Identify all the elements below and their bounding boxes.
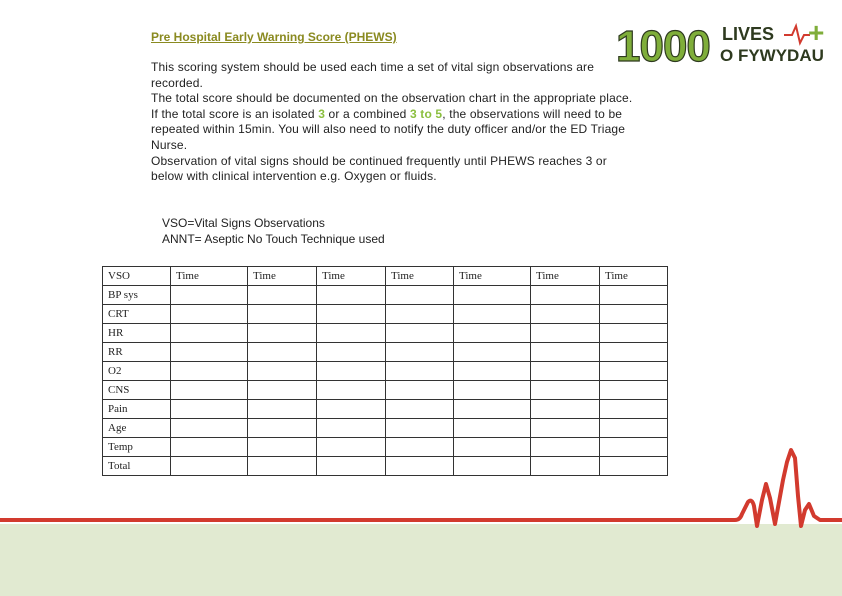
ecg-line-decoration [0, 440, 842, 540]
row-label: Temp [103, 438, 171, 457]
observation-cell[interactable] [317, 362, 386, 381]
logo-o-fywydau: O FYWYDAU [720, 46, 824, 65]
header-time: Time [531, 267, 600, 286]
observation-cell[interactable] [317, 400, 386, 419]
observation-cell[interactable] [454, 286, 531, 305]
row-label: RR [103, 343, 171, 362]
header-time: Time [171, 267, 248, 286]
logo-number: 1000 [616, 22, 710, 68]
observation-cell[interactable] [454, 343, 531, 362]
row-label: Age [103, 419, 171, 438]
observation-cell[interactable] [171, 400, 248, 419]
observation-cell[interactable] [600, 381, 668, 400]
row-label: Pain [103, 400, 171, 419]
observation-cell[interactable] [386, 400, 454, 419]
header-time: Time [317, 267, 386, 286]
observation-cell[interactable] [248, 343, 317, 362]
table-row [103, 343, 668, 362]
observation-cell[interactable] [531, 362, 600, 381]
header-time: Time [600, 267, 668, 286]
definitions [162, 215, 385, 247]
table-row [103, 324, 668, 343]
observation-cell[interactable] [386, 362, 454, 381]
1000-lives-logo [614, 18, 829, 68]
table-row [103, 362, 668, 381]
table-row [103, 305, 668, 324]
observation-cell[interactable] [600, 362, 668, 381]
highlight-score-3: 3 [318, 106, 326, 121]
intro-line-1: This scoring system should be used each time a set of vital sign observations are recorded. [151, 60, 595, 90]
page-title: Pre Hospital Early Warning Score (PHEWS) [151, 30, 397, 44]
observation-cell[interactable] [317, 286, 386, 305]
observation-cell[interactable] [248, 381, 317, 400]
observation-cell[interactable] [386, 343, 454, 362]
logo-plus-icon: + [808, 18, 825, 48]
definition-vso: VSO=Vital Signs Observations [162, 216, 325, 230]
observation-cell[interactable] [317, 343, 386, 362]
observation-cell[interactable] [531, 419, 600, 438]
observation-cell[interactable] [171, 419, 248, 438]
table-row [103, 400, 668, 419]
observation-cell[interactable] [171, 343, 248, 362]
observation-cell[interactable] [171, 305, 248, 324]
observation-cell[interactable] [454, 305, 531, 324]
observation-cell[interactable] [454, 400, 531, 419]
highlight-score-3-to-5: 3 to 5 [410, 106, 443, 121]
observation-cell[interactable] [531, 400, 600, 419]
observation-cell[interactable] [317, 419, 386, 438]
observation-cell[interactable] [531, 381, 600, 400]
definition-annt: ANNT= Aseptic No Touch Technique used [162, 232, 385, 246]
row-label: BP sys [103, 286, 171, 305]
observation-cell[interactable] [171, 324, 248, 343]
observation-cell[interactable] [454, 362, 531, 381]
observation-cell[interactable] [171, 362, 248, 381]
observation-cell[interactable] [600, 419, 668, 438]
observation-cell[interactable] [248, 400, 317, 419]
table-row [103, 381, 668, 400]
row-label: HR [103, 324, 171, 343]
observation-cell[interactable] [248, 305, 317, 324]
observation-cell[interactable] [386, 381, 454, 400]
row-label: Total [103, 457, 171, 476]
observation-cell[interactable] [531, 343, 600, 362]
observation-cell[interactable] [317, 381, 386, 400]
intro-line-4: Observation of vital signs should be continued frequently until PHEWS reaches 3 or below with clinical intervention e.g. Oxygen or fluids. [151, 153, 607, 184]
observation-cell[interactable] [386, 305, 454, 324]
observation-cell[interactable] [531, 286, 600, 305]
row-label: CRT [103, 305, 171, 324]
intro-line-2: The total score should be documented on the observation chart in the appropriate place. [151, 91, 633, 106]
observation-cell[interactable] [248, 286, 317, 305]
row-label: O2 [103, 362, 171, 381]
header-vso: VSO [103, 267, 171, 286]
observation-cell[interactable] [531, 324, 600, 343]
row-label: CNS [103, 381, 171, 400]
header-time: Time [454, 267, 531, 286]
observation-cell[interactable] [386, 419, 454, 438]
observation-cell[interactable] [600, 286, 668, 305]
header-time: Time [386, 267, 454, 286]
observation-cell[interactable] [248, 362, 317, 381]
observation-cell[interactable] [531, 305, 600, 324]
logo-lives: LIVES [722, 24, 775, 44]
observation-cell[interactable] [386, 286, 454, 305]
intro-line-3: If the total score is an isolated 3 or a combined 3 to 5, the observations will need to be repeated within 15min. You will also need to notify the duty officer and/or the ED Triage Nurse. [151, 106, 626, 152]
observation-cell[interactable] [600, 324, 668, 343]
observation-cell[interactable] [317, 324, 386, 343]
observation-cell[interactable] [248, 324, 317, 343]
observation-cell[interactable] [454, 419, 531, 438]
observation-cell[interactable] [317, 305, 386, 324]
observation-cell[interactable] [454, 381, 531, 400]
table-header-row [103, 267, 668, 286]
observation-cell[interactable] [600, 400, 668, 419]
observation-cell[interactable] [171, 381, 248, 400]
observation-cell[interactable] [248, 419, 317, 438]
intro-text [151, 60, 633, 185]
observation-cell[interactable] [600, 343, 668, 362]
table-row [103, 419, 668, 438]
table-row [103, 286, 668, 305]
logo-pulse-line [784, 26, 810, 43]
observation-cell[interactable] [454, 324, 531, 343]
header-time: Time [248, 267, 317, 286]
observation-cell[interactable] [600, 305, 668, 324]
observation-cell[interactable] [386, 324, 454, 343]
observation-cell[interactable] [171, 286, 248, 305]
